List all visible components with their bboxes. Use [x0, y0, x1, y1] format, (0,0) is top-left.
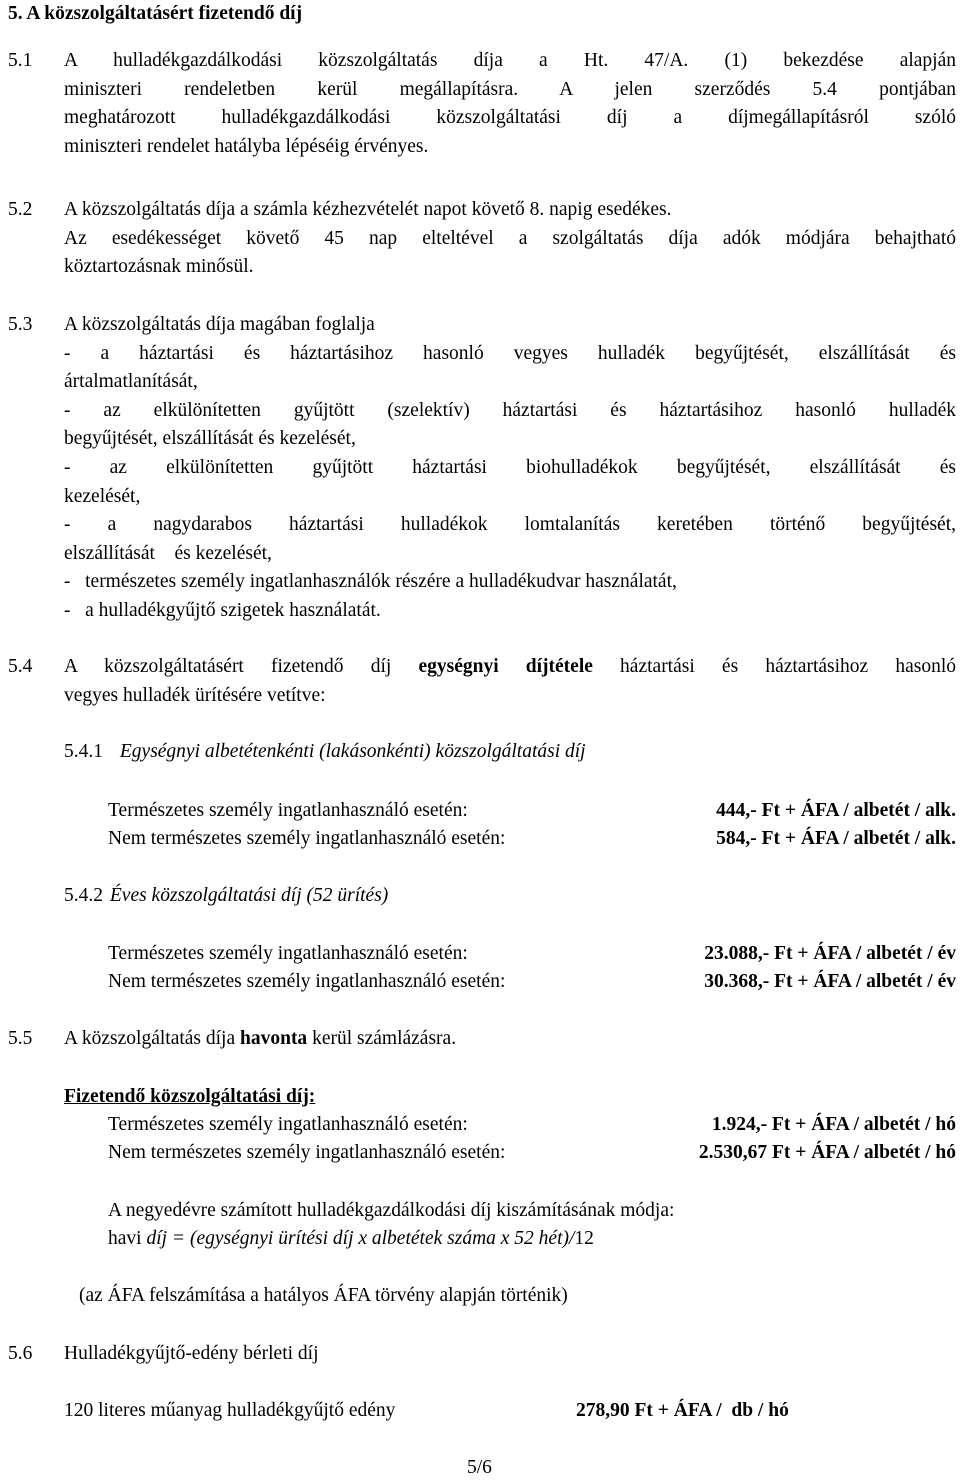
intro-line: A közszolgáltatás díja magában foglalja: [64, 314, 375, 335]
text-line: [64, 653, 956, 682]
text-line: A hulladékgazdálkodási közszolgáltatás díja a Ht. 47/A. (1) bekezdése alapján: [64, 50, 956, 71]
fee-value: 2.530,67 Ft + ÁFA / albetét / hó: [698, 1142, 956, 1163]
bin-rental-value: 278,90 Ft + ÁFA / db / hó: [576, 1400, 789, 1421]
section-text: [64, 1025, 956, 1054]
vat-note: (az ÁFA felszámítása a hatályos ÁFA törvény alapján történik): [79, 1285, 568, 1306]
fee-label: Nem természetes személy ingatlanhasználó esetén:: [108, 828, 506, 849]
text-line: köztartozásnak minősül.: [64, 256, 254, 278]
emphasis-text: egységnyi díjtétele: [418, 656, 593, 677]
fee-label: Nem természetes személy ingatlanhasználó esetén:: [108, 1142, 506, 1163]
section-heading: 5. A közszolgáltatásért fizetendő díj: [8, 3, 303, 24]
section-number: 5.4: [8, 656, 33, 677]
list-item: - a háztartási és háztartásihoz hasonló vegyes hulladék begyűjtését, elszállítását és: [64, 342, 956, 364]
section-number: 5.6: [8, 1343, 33, 1364]
list-item: - az elkülönítetten gyűjtött (szelektív) háztartási és háztartásihoz hasonló hulladék: [64, 399, 956, 421]
section-number: 5.1: [8, 50, 33, 71]
fee-table-unit: [0, 797, 960, 855]
list-item: - a hulladékgyűjtő szigetek használatát.: [64, 599, 381, 621]
fee-value: 23.088,- Ft + ÁFA / albetét / év: [704, 943, 956, 964]
subsection-5-4-2: [64, 882, 388, 911]
fee-table-annual: [0, 940, 960, 998]
text-part: A közszolgáltatásért fizetendő díj: [64, 656, 419, 677]
section-text: [64, 653, 956, 710]
page-number: 5/6: [467, 1457, 492, 1478]
fee-label: Nem természetes személy ingatlanhasználó esetén:: [108, 971, 506, 992]
section-title: Hulladékgyűjtő-edény bérleti díj: [64, 1343, 319, 1364]
text-part: kerül számlázásra.: [307, 1028, 457, 1049]
text-part: A közszolgáltatás díja: [64, 1028, 240, 1049]
calc-formula: [108, 1225, 594, 1254]
section-text: [64, 311, 956, 626]
emphasis-text: havonta: [240, 1028, 308, 1049]
bin-rental-label: 120 literes műanyag hulladékgyűjtő edény: [64, 1400, 396, 1421]
subsection-number: 5.4.2: [64, 885, 103, 906]
list-item-cont: ártalmatlanítását,: [64, 371, 198, 393]
section-number: 5.5: [8, 1028, 33, 1049]
fee-value: 1.924,- Ft + ÁFA / albetét / hó: [711, 1114, 956, 1135]
subsection-title: Egységnyi albetétenkénti (lakásonkénti) közszolgáltatási díj: [119, 741, 586, 762]
list-item: - természetes személy ingatlanhasználók részére a hulladékudvar használatát,: [64, 571, 677, 593]
calc-line: A negyedévre számított hulladékgazdálkodási díj kiszámításának módja:: [108, 1200, 675, 1221]
subsection-5-4-1: [64, 738, 586, 767]
list-item: - az elkülönítetten gyűjtött háztartási biohulladékok begyűjtését, elszállítását és: [64, 456, 956, 478]
list-item: - a nagydarabos háztartási hulladékok lomtalanítás keretében történő begyűjtését,: [64, 514, 956, 536]
list-item-cont: begyűjtését, elszállítását és kezelését,: [64, 428, 356, 450]
fee-label: Természetes személy ingatlanhasználó esetén:: [108, 943, 468, 964]
formula-part: 12: [574, 1228, 594, 1249]
text-part: háztartási és háztartásihoz hasonló: [592, 656, 956, 677]
subsection-title: Éves közszolgáltatási díj (52 ürítés): [109, 885, 389, 906]
fee-label: Természetes személy ingatlanhasználó esetén:: [108, 800, 468, 821]
fee-value: 444,- Ft + ÁFA / albetét / alk.: [716, 800, 956, 821]
text-line: meghatározott hulladékgazdálkodási közszolgáltatási díj a díjmegállapításról szóló: [64, 107, 956, 129]
section-number: 5.2: [8, 199, 33, 220]
text-line: miniszteri rendeletben kerül megállapításra. A jelen szerződés 5.4 pontjában: [64, 78, 956, 100]
fee-title: Fizetendő közszolgáltatási díj:: [64, 1086, 316, 1107]
fee-value: 584,- Ft + ÁFA / albetét / alk.: [716, 828, 956, 849]
section-text: [64, 47, 956, 161]
formula-italic: díj = (egységnyi ürítési díj x albetétek száma x 52 hét)/: [146, 1228, 575, 1249]
text-line: A közszolgáltatás díja a számla kézhezvételét napot követő 8. napig esedékes.: [64, 199, 672, 220]
fee-table-monthly: [0, 1111, 960, 1169]
fee-value: 30.368,- Ft + ÁFA / albetét / év: [704, 971, 956, 992]
text-line: vegyes hulladék ürítésére vetítve:: [64, 684, 326, 706]
text-line: Az esedékességet követő 45 nap elteltével a szolgáltatás díja adók módjára behajtható: [64, 227, 956, 249]
formula-part: havi: [108, 1228, 147, 1249]
text-line: miniszteri rendelet hatályba lépéséig érvényes.: [64, 135, 429, 157]
list-item-cont: kezelését,: [64, 485, 141, 507]
subsection-number: 5.4.1: [64, 741, 103, 762]
fee-label: Természetes személy ingatlanhasználó esetén:: [108, 1114, 468, 1135]
section-text: [64, 196, 956, 282]
list-item-cont: elszállítását és kezelését,: [64, 542, 272, 564]
section-number: 5.3: [8, 314, 33, 335]
